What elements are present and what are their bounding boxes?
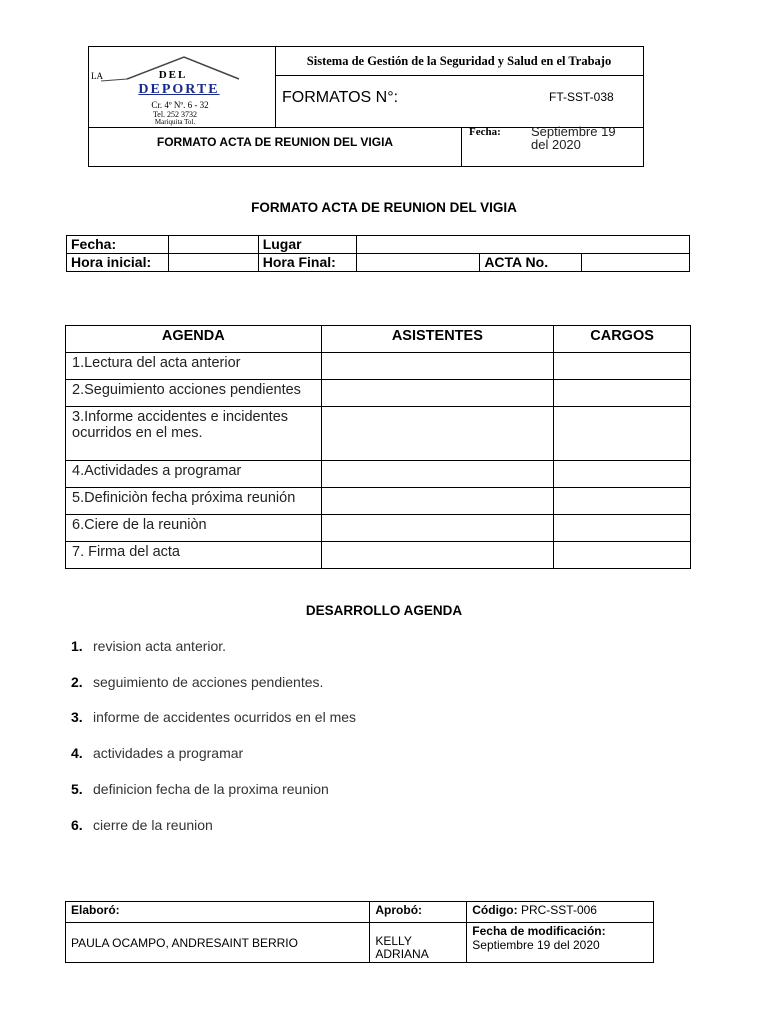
approved-by-line: ADRIANA bbox=[375, 947, 429, 961]
approved-by-line: KELLY bbox=[375, 934, 412, 948]
formatos-label: FORMATOS N°: bbox=[282, 89, 399, 106]
roles-cell[interactable] bbox=[554, 488, 691, 515]
place-field[interactable] bbox=[356, 236, 689, 254]
roles-cell[interactable] bbox=[554, 461, 691, 488]
logo-text: LA bbox=[91, 71, 103, 81]
column-header: AGENDA bbox=[66, 326, 322, 353]
code-value: PRC-SST-006 bbox=[520, 903, 597, 917]
table-row bbox=[66, 488, 691, 515]
modification-date-cell bbox=[467, 923, 654, 963]
divider bbox=[461, 127, 462, 166]
approval-table bbox=[65, 901, 654, 963]
attendees-cell[interactable] bbox=[321, 407, 554, 461]
agenda-cell: 6.Ciere de la reuniòn bbox=[66, 515, 322, 542]
item-text: cierre de la reunion bbox=[93, 817, 213, 833]
attendees-cell[interactable] bbox=[321, 461, 554, 488]
roles-cell[interactable] bbox=[554, 407, 691, 461]
table-row bbox=[66, 515, 691, 542]
table-row bbox=[66, 407, 691, 461]
code-label: Código: bbox=[472, 903, 518, 917]
list-item bbox=[71, 781, 329, 797]
column-header: CARGOS bbox=[554, 326, 691, 353]
date-label: Fecha: bbox=[67, 236, 169, 254]
date-value-line: Septiembre 19 bbox=[531, 124, 616, 139]
start-time-field[interactable] bbox=[168, 254, 258, 272]
divider bbox=[275, 75, 643, 76]
item-text: informe de accidentes ocurridos en el mes bbox=[93, 709, 357, 725]
logo-phone: Tel. 252 3732 bbox=[152, 110, 198, 119]
logo-text: DEPORTE bbox=[138, 82, 220, 97]
date-value bbox=[531, 125, 641, 151]
roles-cell[interactable] bbox=[554, 515, 691, 542]
roles-cell[interactable] bbox=[554, 380, 691, 407]
item-number: 2. bbox=[71, 674, 83, 690]
format-code: FT-SST-038 bbox=[549, 90, 614, 104]
end-time-field[interactable] bbox=[356, 254, 480, 272]
agenda-cell: 4.Actividades a programar bbox=[66, 461, 322, 488]
list-item bbox=[71, 745, 243, 761]
date-field[interactable] bbox=[168, 236, 258, 254]
agenda-cell: 2.Seguimiento acciones pendientes bbox=[66, 380, 322, 407]
company-logo bbox=[91, 55, 279, 126]
prepared-by-label: Elaboró: bbox=[66, 902, 370, 923]
item-number: 6. bbox=[71, 817, 83, 833]
roles-cell[interactable] bbox=[554, 353, 691, 380]
item-number: 5. bbox=[71, 781, 83, 797]
list-item bbox=[71, 638, 226, 654]
system-title: Sistema de Gestión de la Seguridad y Salud en el Trabajo bbox=[306, 54, 612, 68]
document-header bbox=[88, 46, 644, 167]
table-row bbox=[66, 542, 691, 569]
approved-by-value bbox=[370, 923, 467, 963]
table-row bbox=[66, 380, 691, 407]
list-item bbox=[71, 674, 323, 690]
acta-number-label: ACTA No. bbox=[480, 254, 582, 272]
item-text: seguimiento de acciones pendientes. bbox=[93, 674, 324, 690]
attendees-cell[interactable] bbox=[321, 488, 554, 515]
agenda-cell: 7. Firma del acta bbox=[66, 542, 322, 569]
prepared-by-value: PAULA OCAMPO, ANDRESAINT BERRIO bbox=[66, 923, 370, 963]
page-title: FORMATO ACTA DE REUNION DEL VIGIA bbox=[251, 200, 517, 215]
acta-number-field[interactable] bbox=[582, 254, 690, 272]
start-time-label: Hora inicial: bbox=[67, 254, 169, 272]
doc-title: FORMATO ACTA DE REUNION DEL VIGIA bbox=[156, 135, 394, 149]
section-title: DESARROLLO AGENDA bbox=[305, 603, 463, 618]
column-header: ASISTENTES bbox=[321, 326, 554, 353]
logo-address: Cr. 4º Nº. 6 - 32 bbox=[151, 100, 209, 110]
attendees-cell[interactable] bbox=[321, 380, 554, 407]
agenda-cell: 3.Informe accidentes e incidentes ocurridos en el mes. bbox=[66, 407, 322, 461]
item-text: actividades a programar bbox=[93, 745, 244, 761]
modification-date-value: Septiembre 19 del 2020 bbox=[472, 938, 600, 952]
roles-cell[interactable] bbox=[554, 542, 691, 569]
item-text: revision acta anterior. bbox=[93, 638, 227, 654]
agenda-cell: 1.Lectura del acta anterior bbox=[66, 353, 322, 380]
list-item bbox=[71, 817, 213, 833]
date-value-line: del 2020 bbox=[531, 137, 581, 152]
place-label: Lugar bbox=[258, 236, 356, 254]
attendees-cell[interactable] bbox=[321, 542, 554, 569]
attendees-cell[interactable] bbox=[321, 353, 554, 380]
logo-text: DEL bbox=[158, 69, 188, 81]
list-item bbox=[71, 709, 356, 725]
item-number: 1. bbox=[71, 638, 83, 654]
table-row bbox=[66, 353, 691, 380]
date-label: Fecha: bbox=[469, 126, 501, 138]
meeting-info-table bbox=[66, 235, 690, 272]
item-number: 3. bbox=[71, 709, 83, 725]
item-text: definicion fecha de la proxima reunion bbox=[93, 781, 329, 797]
agenda-cell: 5.Definiciòn fecha próxima reunión bbox=[66, 488, 322, 515]
table-row bbox=[66, 461, 691, 488]
modification-date-label: Fecha de modificación: bbox=[472, 924, 606, 938]
item-number: 4. bbox=[71, 745, 83, 761]
end-time-label: Hora Final: bbox=[258, 254, 356, 272]
attendees-cell[interactable] bbox=[321, 515, 554, 542]
code-cell bbox=[467, 902, 654, 923]
logo-city: Mariquita Tol. bbox=[154, 118, 196, 126]
approved-by-label: Aprobó: bbox=[370, 902, 467, 923]
agenda-table bbox=[65, 325, 691, 569]
